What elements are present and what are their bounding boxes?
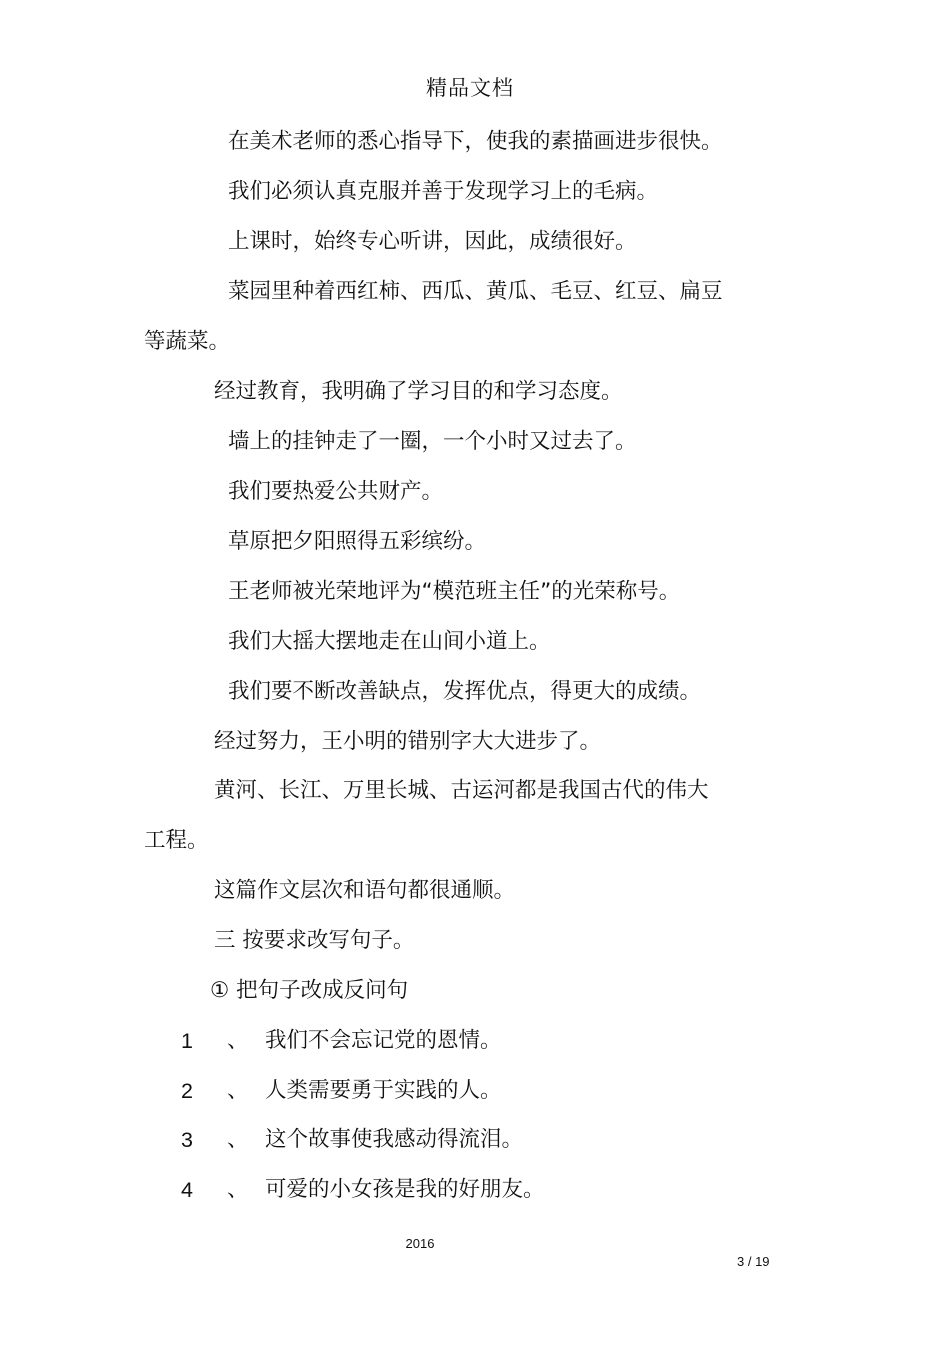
text-line: 我们必须认真克服并善于发现学习上的毛病。	[228, 179, 659, 204]
text-line: 经过努力，王小明的错别字大大进步了。	[214, 729, 602, 754]
item-number: 2	[181, 1079, 193, 1103]
numbered-item	[181, 1125, 581, 1155]
item-separator: 、	[227, 1177, 249, 1202]
item-separator: 、	[227, 1028, 249, 1053]
text-line: 在美术老师的悉心指导下，使我的素描画进步很快。	[228, 129, 723, 154]
page-header: 精品文档	[426, 76, 514, 100]
item-number: 1	[181, 1029, 193, 1053]
text-line: 这篇作文层次和语句都很通顺。	[214, 878, 516, 903]
item-text: 这个故事使我感动得流泪。	[265, 1127, 524, 1152]
page-number: 3 / 19	[737, 1254, 770, 1269]
text-line: 等蔬菜。	[144, 329, 231, 354]
footer-year: 2016	[405, 1236, 435, 1251]
text-line: 王老师被光荣地评为“模范班主任”的光荣称号。	[228, 579, 681, 604]
text-line: 我们要不断改善缺点，发挥优点，得更大的成绩。	[228, 679, 702, 704]
numbered-item	[181, 1076, 581, 1106]
text-line: 草原把夕阳照得五彩缤纷。	[228, 529, 487, 554]
text-line: 我们要热爱公共财产。	[228, 479, 444, 504]
text-line: 上课时，始终专心听讲，因此，成绩很好。	[228, 229, 637, 254]
item-number: 4	[181, 1178, 193, 1202]
text-line: 黄河、长江、万里长城、古运河都是我国古代的伟大	[214, 778, 709, 803]
item-number: 3	[181, 1128, 193, 1152]
text-line: 菜园里种着西红柿、西瓜、黄瓜、毛豆、红豆、扁豆	[228, 279, 723, 304]
subsection-heading: ① 把句子改成反问句	[210, 978, 409, 1003]
section-heading: 三 按要求改写句子。	[214, 928, 415, 953]
text-line: 经过教育，我明确了学习目的和学习态度。	[214, 379, 623, 404]
text-line: 我们大摇大摆地走在山间小道上。	[228, 629, 551, 654]
item-text: 可爱的小女孩是我的好朋友。	[265, 1177, 545, 1202]
item-separator: 、	[227, 1078, 249, 1103]
item-text: 人类需要勇于实践的人。	[265, 1078, 502, 1103]
item-text: 我们不会忘记党的恩情。	[265, 1028, 502, 1053]
numbered-item	[181, 1175, 581, 1205]
text-line: 墙上的挂钟走了一圈，一个小时又过去了。	[228, 429, 637, 454]
text-line: 工程。	[144, 828, 209, 853]
item-separator: 、	[227, 1127, 249, 1152]
numbered-item	[181, 1026, 581, 1056]
